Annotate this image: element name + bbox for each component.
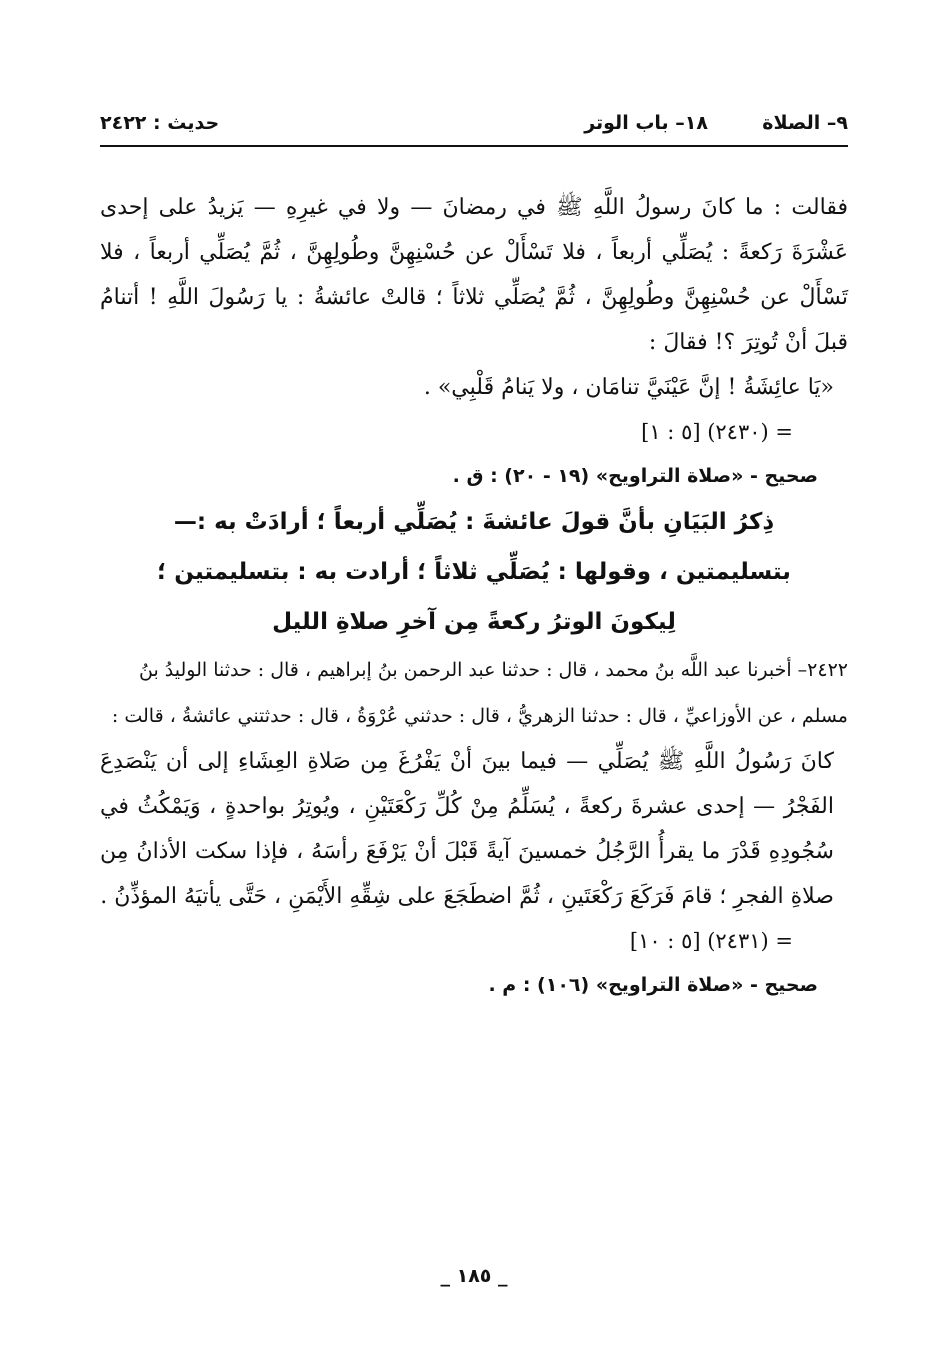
prophet-quote: «يَا عائِشَةُ ! إنَّ عَيْنَيَّ تنامَان ، ولا يَنامُ قَلْبِي» . bbox=[423, 375, 834, 400]
cross-reference-2430: = (٢٤٣٠) [٥ : ١] bbox=[641, 420, 793, 444]
chapter-title: ٩– الصلاة bbox=[762, 112, 848, 134]
grading-note-2: صحيح - «صلاة التراويح» (١٠٦) : م . bbox=[488, 974, 818, 996]
chapter-heading-line-1: ذِكرُ البَيَانِ بأنَّ قولَ عائشةَ : يُصَلِّي أربعاً ؛ أرادَتْ به :— bbox=[173, 509, 775, 535]
running-header bbox=[100, 112, 848, 148]
section-title: ١٨– باب الوتر bbox=[584, 112, 708, 134]
chapter-heading-line-2: بتسليمتين ، وقولها : يُصَلِّي ثلاثاً ؛ أرادت به : بتسليمتين ؛ bbox=[157, 559, 791, 585]
hadith-number: حديث : ٢٤٢٢ bbox=[100, 112, 220, 134]
chapter-heading-line-3: لِيكونَ الوترُ ركعةً مِن آخرِ صلاةِ الليل bbox=[272, 609, 676, 635]
paragraph-aisha-narration: فقالت : ما كانَ رسولُ اللَّهِ ﷺ في رمضانَ — ولا في غيرِهِ — يَزيدُ على إحدى عَشْرَةَ رَكعةً : يُصَلِّي أربعاً ، فلا تَسْأَلْ عن حُسْنِهِنَّ وطُولِهِنَّ ، ثُمَّ يُصَلِّي أربعاً ، فلا تَسْأَلْ عن حُسْنِهِنَّ وطُولِهِنَّ ، ثُمَّ يُصَلِّي ثلاثاً ؛ قالتْ عائشةُ : يا رَسُولَ اللَّهِ ! أتنامُ قبلَ أنْ تُوتِرَ ؟! فقالَ : bbox=[100, 195, 848, 355]
hadith-chain-of-narration: ٢٤٢٢– أخبرنا عبد اللَّه بنُ محمد ، قال : حدثنا عبد الرحمن بنُ إبراهيم ، قال : حدثنا الوليدُ بنُ مسلم ، عن الأوزاعيِّ ، قال : حدثنا الزهريُّ ، قال : حدثني عُرْوَةُ ، قال : حدثتني عائشةُ ، قالت : bbox=[111, 659, 848, 727]
cross-reference-2431: = (٢٤٣١) [٥ : ١٠] bbox=[629, 929, 793, 953]
paragraph-hadith-text: كانَ رَسُولُ اللَّهِ ﷺ يُصَلِّي — فيما بينَ أنْ يَفْرُغَ مِن صَلاةِ العِشَاءِ إلى أن يَنْصَدِعَ الفَجْرُ — إحدى عشرةَ ركعةً ، يُسَلِّمُ مِنْ كُلِّ رَكْعَتَيْنِ ، ويُوتِرُ بواحدةٍ ، وَيَمْكُثُ في سُجُودِهِ قَدْرَ ما يقرأُ الرَّجُلُ خمسينَ آيةً قَبْلَ أنْ يَرْفَعَ رأسَهُ ، فإذا سكت الأذانُ مِن صلاةِ الفجرِ ؛ قامَ فَرَكَعَ رَكْعَتَينِ ، ثُمَّ اضطَجَعَ على شِقِّهِ الأَيْمَنِ ، حَتَّى يأتيَهُ المؤذِّنُ . bbox=[100, 749, 834, 909]
page-number: _ ١٨٥ _ bbox=[440, 1265, 508, 1287]
grading-note-1: صحيح - «صلاة التراويح» (١٩ - ٢٠) : ق . bbox=[452, 465, 818, 487]
document-page bbox=[100, 100, 848, 1300]
page-body bbox=[100, 185, 848, 1006]
header-rule bbox=[100, 145, 848, 147]
